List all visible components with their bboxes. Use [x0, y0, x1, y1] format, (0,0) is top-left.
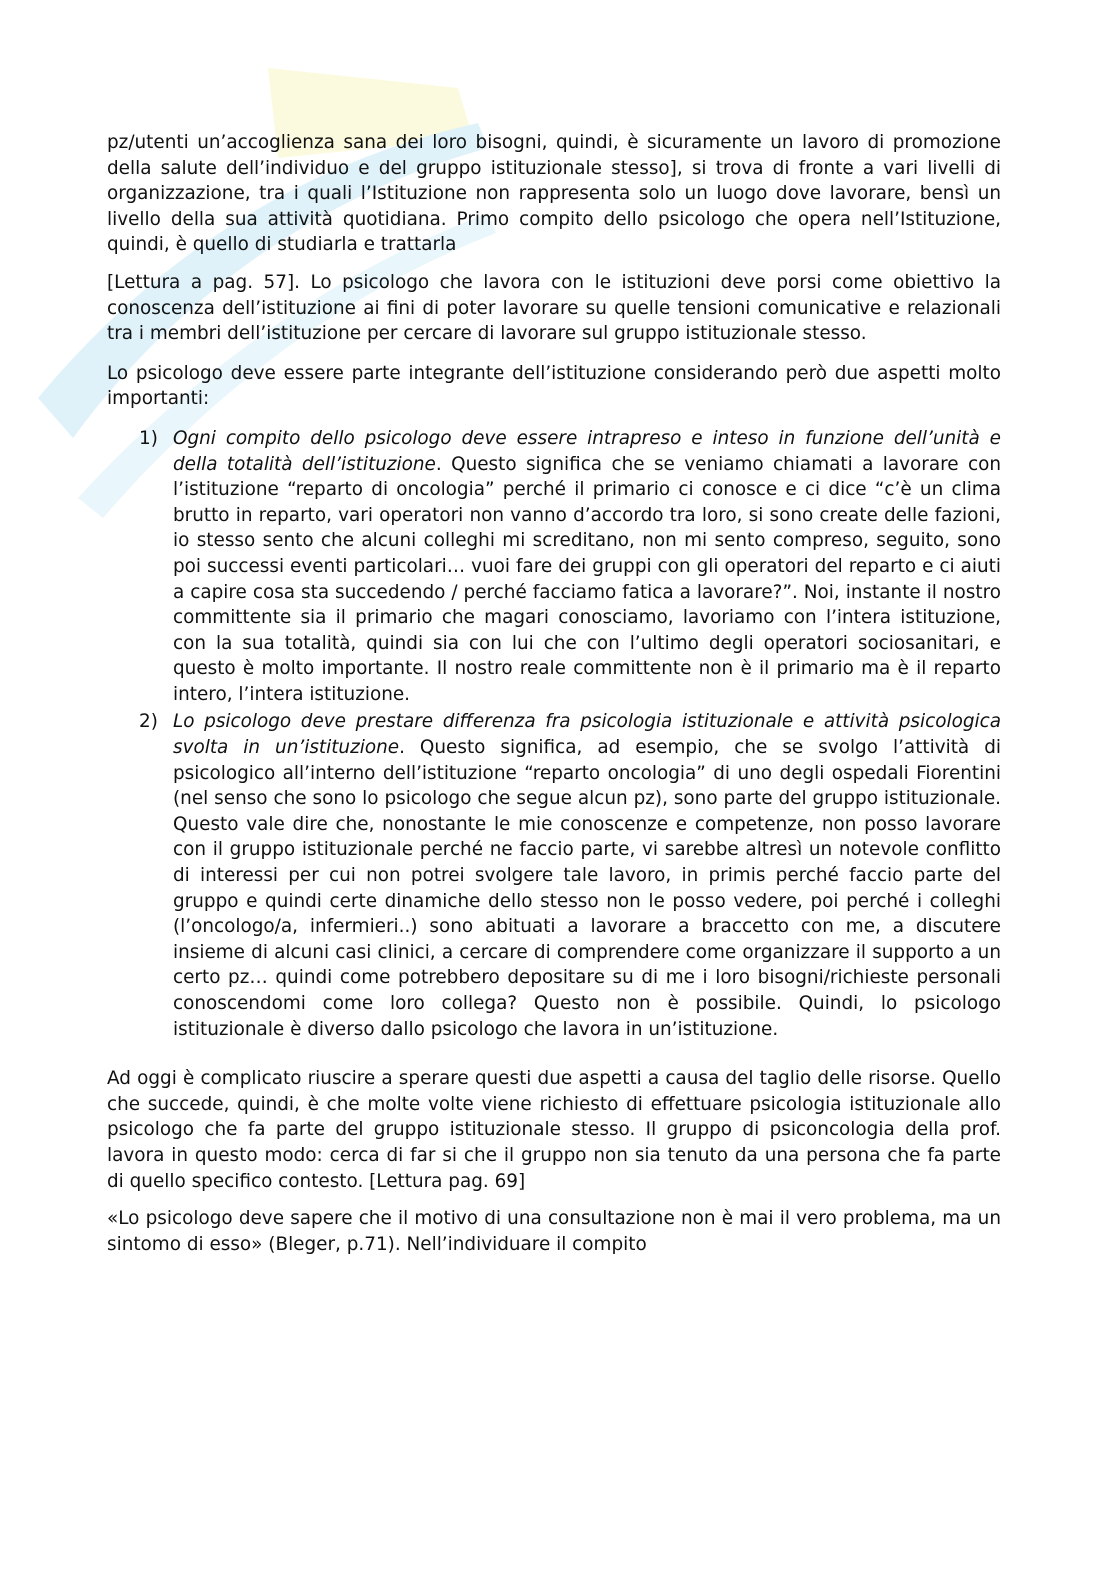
- paragraph-4: Ad oggi è complicato riuscire a sperare questi due aspetti a causa del taglio delle risorse. Quello che succede, quindi, è che molte volte viene richiesto di effettuare psicologia istituzionale allo psicologo che fa parte del gruppo istituzionale stesso. Il gruppo di psiconcologia della prof. lavora in questo modo: cerca di far si che il gruppo non sia tenuto da una persona che fa parte di quello specifico contesto. [Lettura pag. 69]: [107, 1068, 1001, 1192]
- list-item-italic-lead: Ogni compito dello psicologo deve essere intrapreso e inteso in funzione dell’unità e della totalità dell’istituzione: [173, 427, 1001, 475]
- paragraph-2: [Lettura a pag. 57]. Lo psicologo che lavora con le istituzioni deve porsi come obiettivo la conoscenza dell’istituzione ai fini di poter lavorare su quelle tensioni comunicative e relazionali tra i membri dell’istituzione per cercare di lavorare sul gruppo istituzionale stesso.: [107, 271, 1001, 345]
- list-item: [107, 709, 1001, 1042]
- list-item-text: . Questo significa che se veniamo chiamati a lavorare con l’istituzione “reparto di oncologia” perché il primario ci conosce e ci dice “c’è un clima brutto in reparto, vari operatori non vanno d’accordo tra loro, si sono create delle fazioni, io stesso sento che alcuni colleghi mi screditano, non mi sento compreso, seguito, sono poi successi eventi particolari… vuoi fare dei gruppi con gli operatori del reparto e ci aiuti a capire cosa sta succedendo / perché facciamo fatica a lavorare?”. Noi, instante il nostro committente sia il primario che magari conosciamo, lavoriamo con l’intera istituzione, con la sua totalità, quindi sia con lui che con l’ultimo degli operatori sociosanitari, e questo è molto importante. Il nostro reale committente non è il primario ma è il reparto intero, l’intera istituzione.: [173, 453, 1001, 705]
- paragraph-5: «Lo psicologo deve sapere che il motivo di una consultazione non è mai il vero problema, ma un sintomo di esso» (Bleger, p.71). Nell’individuare il compito: [107, 1208, 1001, 1255]
- list-item: [107, 426, 1001, 708]
- list-item-italic-lead: Lo psicologo deve prestare differenza fra psicologia istituzionale e attività psicologica svolta in un’istituzione: [173, 711, 1001, 759]
- paragraph-1: pz/utenti un’accoglienza sana dei loro bisogni, quindi, è sicuramente un lavoro di promozione della salute dell’individuo e del gruppo istituzionale stesso], si trova di fronte a vari livelli di organizzazione, tra i quali l’Istituzione non rappresenta solo un luogo dove lavorare, bensì un livello della sua attività quotidiana. Primo compito dello psicologo che opera nell’Istituzione, quindi, è quello di studiarla e trattarla: [107, 132, 1001, 256]
- list-item-number: 1): [139, 427, 158, 449]
- list-item-number: 2): [139, 711, 158, 733]
- numbered-list: [107, 426, 1001, 1042]
- list-item-text: . Questo significa, ad esempio, che se svolgo l’attività di psicologico all’interno dell’istituzione “reparto oncologia” di uno degli ospedali Fiorentini (nel senso che sono lo psicologo che segue alcun pz), sono parte del gruppo istituzionale. Questo vale dire che, nonostante le mie conoscenze e competenze, non posso lavorare con il gruppo istituzionale perché ne faccio parte, vi sarebbe altresì un notevole conflitto di interessi per cui non potrei svolgere tale lavoro, in primis perché faccio parte del gruppo e quindi certe dinamiche dello stesso non le posso vedere, poi perché i colleghi (l’oncologo/a, infermieri..) sono abituati a lavorare a braccetto con me, a discutere insieme di alcuni casi clinici, a cercare di comprendere come organizzare il supporto a un certo pz… quindi come potrebbero depositare su di me i loro bisogni/richieste personali conoscendomi come loro collega? Questo non è possibile. Quindi, lo psicologo istituzionale è diverso dallo psicologo che lavora in un’istituzione.: [173, 737, 1001, 1040]
- paragraph-3: Lo psicologo deve essere parte integrante dell’istituzione considerando però due aspetti molto importanti:: [107, 362, 1001, 410]
- document-page: [107, 130, 1001, 1257]
